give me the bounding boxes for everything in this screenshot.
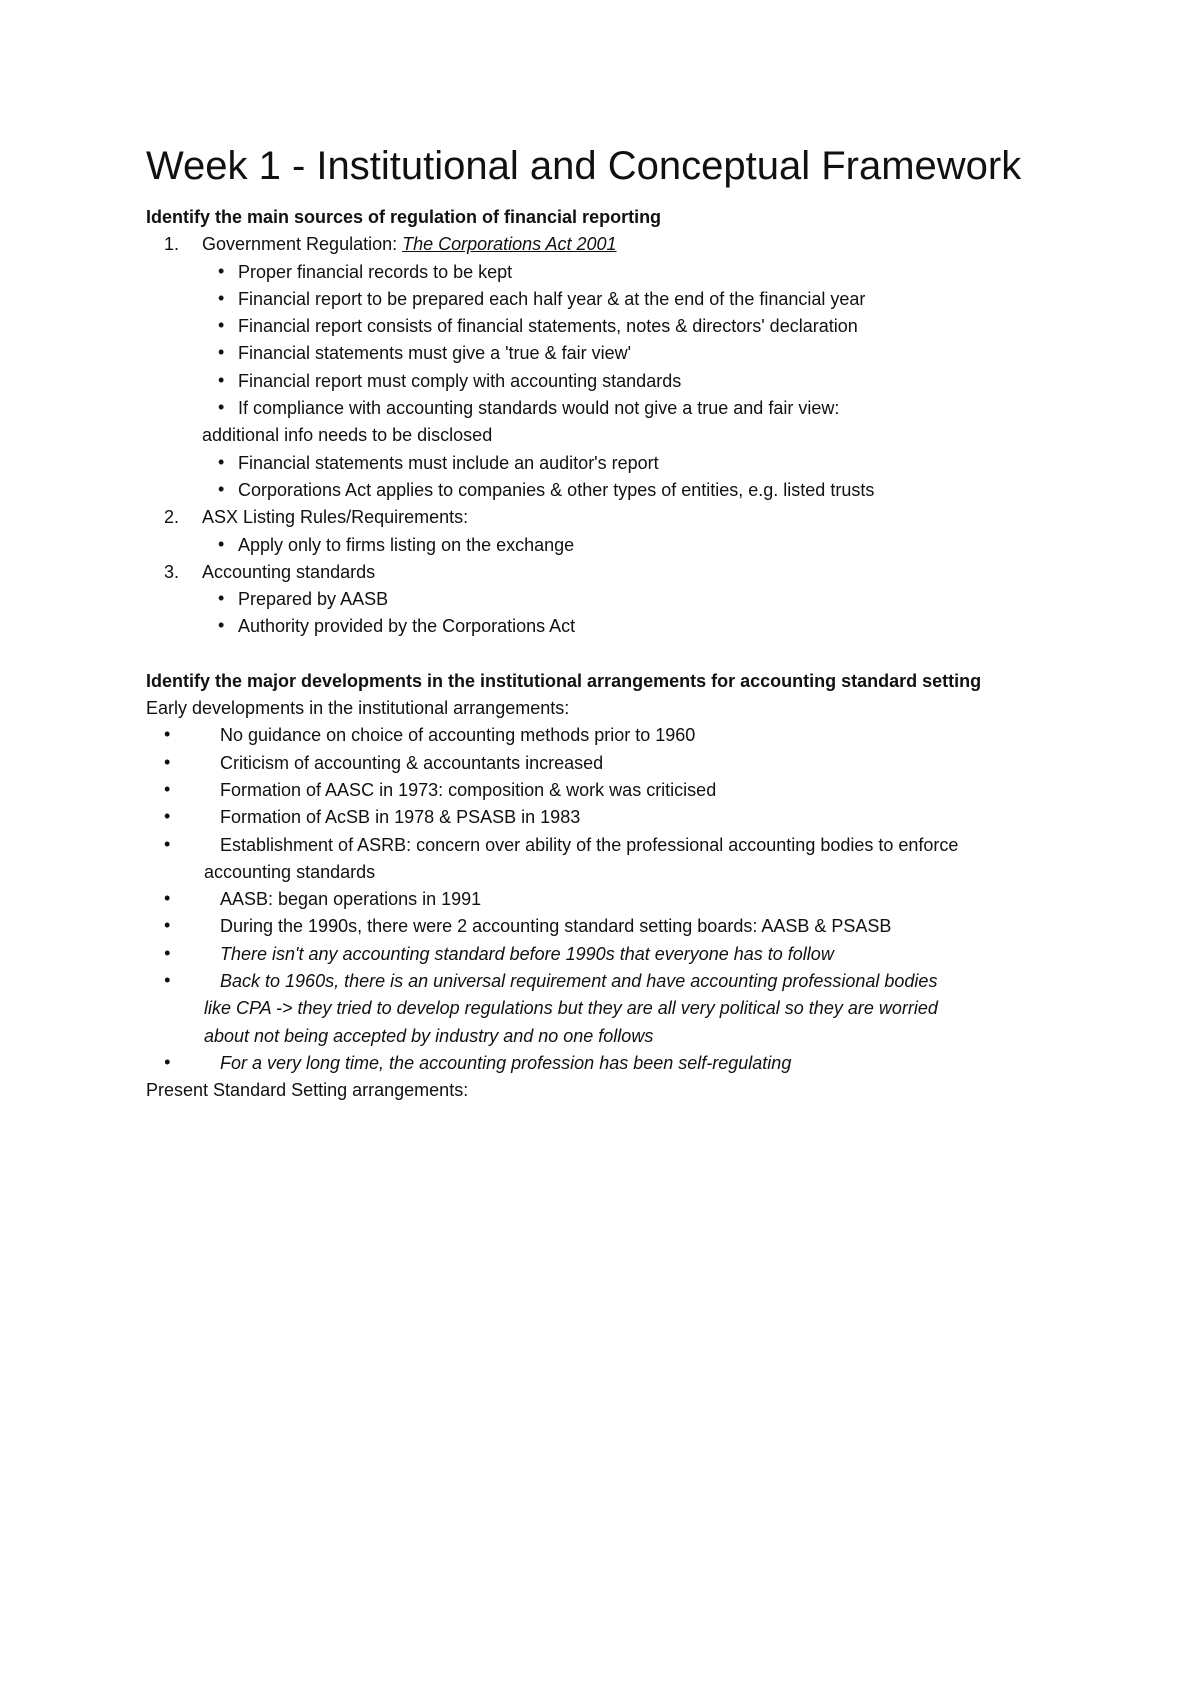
list-item-text: For a very long time, the accounting profession has been self-regulating: [220, 1052, 792, 1073]
list-item: [146, 722, 1076, 749]
list-item-text: Establishment of ASRB: concern over ability of the professional accounting bodies to enforce: [220, 834, 959, 855]
sub-list-item-text: If compliance with accounting standards would not give a true and fair view:: [238, 398, 840, 419]
document-content: [146, 142, 1076, 1105]
sub-list-item: [146, 586, 1076, 613]
sub-list-item: [146, 259, 1076, 286]
sub-list-item-text: Financial report consists of financial statements, notes & directors' declaration: [238, 316, 858, 337]
list-item-text: Back to 1960s, there is an universal requirement and have accounting professional bodies: [220, 971, 938, 992]
bullet-icon: •: [218, 478, 225, 499]
bullet-icon: •: [218, 315, 225, 336]
sub-list-item-text: Financial report must comply with accounting standards: [238, 370, 682, 391]
sub-list-item-continuation: additional info needs to be disclosed: [202, 425, 493, 446]
list-item-label: Government Regulation:: [202, 234, 403, 255]
list-item-text: AASB: began operations in 1991: [220, 889, 482, 910]
sub-list-item: [146, 286, 1076, 313]
bullet-icon: •: [218, 588, 225, 609]
sub-list: [202, 586, 1076, 641]
list-item: [146, 804, 1076, 831]
sub-list-item: [146, 613, 1076, 640]
sub-list-item: [146, 368, 1076, 395]
list-item-continuation: about not being accepted by industry and no one follows: [204, 1025, 654, 1046]
list-item-continuation: accounting standards: [204, 861, 376, 882]
list-item: [146, 750, 1076, 777]
list-item: [146, 231, 1076, 504]
list-item-text: Formation of AASC in 1973: composition & work was criticised: [220, 779, 717, 800]
list-item: [146, 832, 1076, 887]
sub-list-item-text: Corporations Act applies to companies & other types of entities, e.g. listed trusts: [238, 479, 875, 500]
section-institutional-developments: [146, 668, 1076, 1105]
section-intro: Early developments in the institutional arrangements:: [146, 698, 570, 719]
list-item: [146, 1050, 1076, 1077]
list-number: 1.: [164, 234, 180, 255]
bullet-icon: •: [164, 970, 171, 991]
sub-list-item-text: Financial statements must give a 'true & fair view': [238, 343, 632, 364]
list-item-text: During the 1990s, there were 2 accounting standard setting boards: AASB & PSASB: [220, 916, 892, 937]
bullet-icon: •: [218, 533, 225, 554]
sub-list-item-text: Financial report to be prepared each half year & at the end of the financial year: [238, 288, 866, 309]
list-item-text: No guidance on choice of accounting methods prior to 1960: [220, 725, 696, 746]
list-item: [146, 941, 1076, 968]
bullet-icon: •: [164, 1051, 171, 1072]
section-heading: Identify the main sources of regulation of financial reporting: [146, 207, 662, 227]
closing-line: Present Standard Setting arrangements:: [146, 1080, 469, 1101]
sub-list-item: [146, 313, 1076, 340]
sub-list: [202, 259, 1076, 505]
list-item-label: Accounting standards: [202, 561, 376, 582]
bullet-icon: •: [218, 397, 225, 418]
list-item-text: Formation of AcSB in 1978 & PSASB in 1983: [220, 807, 581, 828]
bullet-icon: •: [164, 751, 171, 772]
bullet-icon: •: [164, 942, 171, 963]
list-item: [146, 504, 1076, 559]
sub-list-item-text: Prepared by AASB: [238, 589, 389, 610]
bullet-icon: •: [218, 369, 225, 390]
list-item-continuation: like CPA -> they tried to develop regulations but they are all very political so they are worried: [204, 998, 938, 1019]
bullet-icon: •: [218, 451, 225, 472]
section-heading: Identify the major developments in the institutional arrangements for accounting standard setting: [146, 670, 982, 691]
bullet-icon: •: [164, 806, 171, 827]
bullet-icon: •: [218, 260, 225, 281]
list-item: [146, 968, 1076, 1050]
early-developments-list: [146, 722, 1076, 1077]
bullet-icon: •: [164, 833, 171, 854]
sub-list: [202, 532, 1076, 559]
sub-list-item-text: Authority provided by the Corporations Act: [238, 616, 576, 637]
sub-list-item-text: Financial statements must include an auditor's report: [238, 452, 659, 473]
list-item-emphasis: The Corporations Act 2001: [402, 234, 617, 255]
bullet-icon: •: [164, 915, 171, 936]
sub-list-item: [146, 395, 1076, 450]
list-item: [146, 559, 1076, 641]
bullet-icon: •: [164, 778, 171, 799]
sub-list-item-text: Proper financial records to be kept: [238, 261, 513, 282]
list-item: [146, 913, 1076, 940]
list-number: 2.: [164, 507, 180, 528]
list-item-label: ASX Listing Rules/Requirements:: [202, 507, 469, 528]
list-item: [146, 886, 1076, 913]
regulation-sources-list: [146, 231, 1076, 640]
sub-list-item: [146, 532, 1076, 559]
section-regulation-sources: [146, 204, 1076, 641]
bullet-icon: •: [218, 615, 225, 636]
bullet-icon: •: [164, 724, 171, 745]
bullet-icon: •: [164, 888, 171, 909]
sub-list-item-text: Apply only to firms listing on the exchange: [238, 534, 575, 555]
bullet-icon: •: [218, 342, 225, 363]
bullet-icon: •: [218, 287, 225, 308]
page-title: Week 1 - Institutional and Conceptual Framework: [146, 144, 1022, 188]
list-item: [146, 777, 1076, 804]
sub-list-item: [146, 450, 1076, 477]
list-item-text: Criticism of accounting & accountants increased: [220, 752, 604, 773]
sub-list-item: [146, 477, 1076, 504]
list-number: 3.: [164, 561, 180, 582]
sub-list-item: [146, 340, 1076, 367]
list-item-text: There isn't any accounting standard before 1990s that everyone has to follow: [220, 943, 834, 964]
